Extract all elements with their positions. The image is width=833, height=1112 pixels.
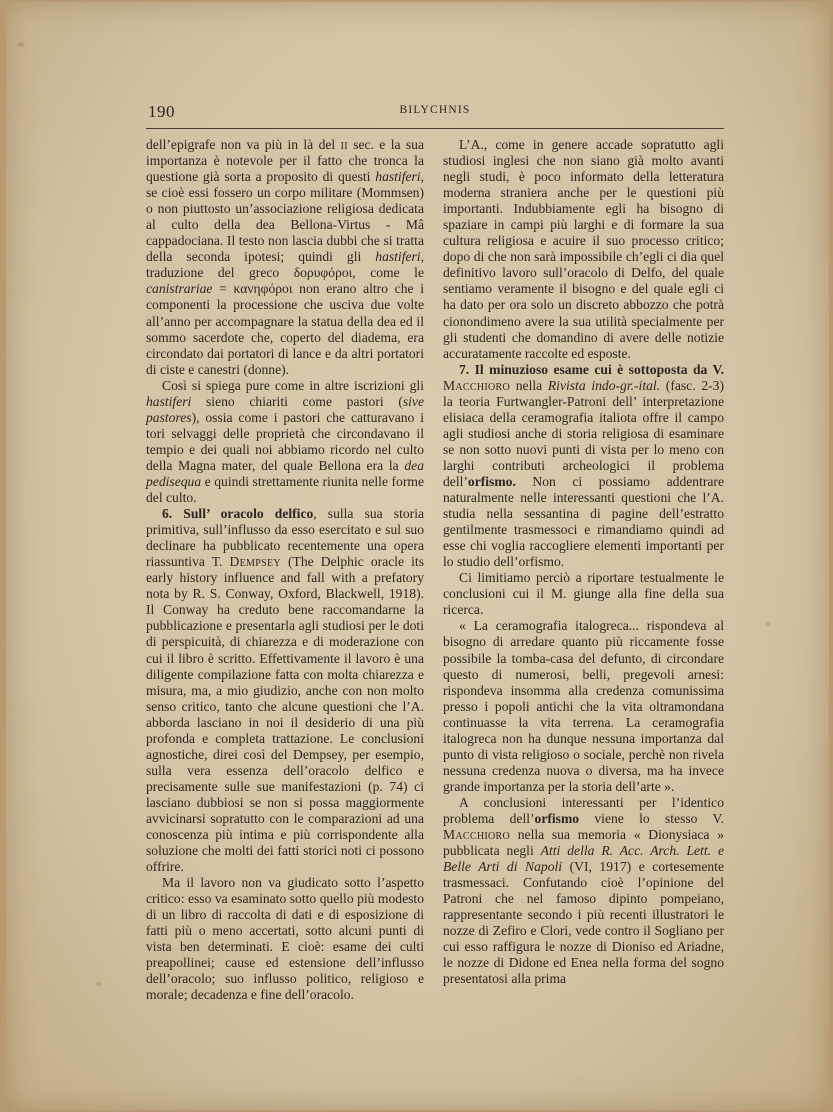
paragraph (146, 875, 424, 1003)
text-run: « La ceramografia italogreca... rispondeva al bisogno di arredare quanto più riccamente fosse possibile la tomba-casa del defunto, di circondare questo di numerosi, belli, pregevoli arnesi: rispondeva insomma alla credenza comunissima presso i popoli antichi che la vita oltramondana continuasse la vita terrena. La ceramografia italogreca non ha dunque nessuna importanza dal punto di vista religioso o sociale, perchè non rivela nessuna credenza nuova o diversa, ma ha invece grande importanza per la storia dell’arte ». (443, 618, 724, 794)
bold-term: oracolo delfico (220, 506, 314, 522)
italic-term: canistrariae (146, 281, 213, 297)
italic-term: hastiferi (375, 249, 421, 265)
paragraph-section-7 (443, 362, 724, 571)
text-run: sec. e la sua importanza è notevole per il fatto che tronca la questione già sorta a proposito di questi (146, 137, 424, 185)
right-column (443, 137, 724, 987)
paper-stain (766, 622, 770, 626)
italic-term: sive pastores (146, 393, 424, 425)
paragraph (443, 137, 724, 362)
text-run: viene lo stesso V. (579, 810, 724, 826)
text-run: = κανηφόροι non erano altro che i componenti la processione che usciva due volte all’anno per accompagnare la statua della dea ed il sommo sacerdote che, coperto del diadema, era circondato dai portatori di lance e da altri portatori di ciste e canestri (donne). (146, 281, 424, 377)
italic-title: Rivista indo-gr.-ital. (547, 377, 661, 393)
paragraph (443, 795, 724, 988)
text-run: (fasc. 2-3) la teoria Furtwangler-Patroni dell’ interpretazione elisiaca della ceramografia italiota offre il campo agli studiosi anche di storia religiosa di esaminare se non sotto nuovi punti di vista per lo meno con larghi contributi archeologici il problema dell’ (443, 377, 724, 489)
author-name: Macchioro (443, 377, 511, 393)
text-run: Così si spiega pure come in altre iscrizioni gli (162, 377, 424, 393)
text-run: ), ossia come i pastori che catturavano i tori selvaggi delle proprietà che circondavano il tempio e dei quali noi abbiamo ricordo nel culto della Magna mater, del quale Bellona era la (146, 409, 424, 473)
running-title: BILYCHNIS (399, 104, 471, 116)
text-run: sieno chiariti come pastori ( (191, 393, 403, 409)
text-run: dell’epigrafe non va più in là del (146, 137, 341, 152)
text-run: (VI, 1917) e cortesemente trasmessaci. Confutando cioè l’opinione del Patroni che nel famoso dipinto pompeiano, rappresentante secondo i più recenti illustratori le nozze di Zefiro e Clori, vede contro il Sogliano per cui esso raffigura le nozze di Dioniso ed Ariadne, le nozze di Didone ed Enea nella forma del sogno presentatosi alla prima (443, 859, 724, 987)
text-run: , sulla sua storia primitiva, sull’influsso da esso esercitato e sul suo declinare ha pubblicato recentemente una opera riassuntiva T. (146, 506, 425, 570)
paragraph (443, 570, 724, 618)
paragraph-section-6 (146, 506, 424, 875)
author-name: Macchioro (443, 827, 511, 843)
paragraph (146, 137, 424, 378)
italic-term: hastiferi (146, 393, 192, 409)
left-column (146, 137, 424, 1004)
italic-term: hastiferi (375, 169, 421, 185)
text-run: Non ci possiamo addentrare naturalmente nelle interessanti questioni che l’A. studia nella sessantina di pagine dell’estratto gentilmente trasmessoci e rimandiamo quindi ad esse chi voglia raccogliere elementi importanti per lo studio dell’orfismo. (443, 473, 724, 570)
roman-numeral: ii (340, 137, 348, 152)
text-run: Ma il lavoro non va giudicato sotto l’aspetto critico: esso va esaminato sotto quello più modesto di un libro di raccolta di dati e di esposizione di fatti più o meno accertati, sotto alcuni punti di vista ben determinati. E cioè: esame dei culti preapollinei; cause ed estensione dell’influsso dell’oracolo; suo influsso politico, religioso e morale; decadenza e fine dell’oracolo. (146, 875, 424, 1003)
text-run: L’A., come in genere accade sopratutto agli studiosi inglesi che non siano già molto avanti negli studi, è poco informato della letteratura moderna straniera anche per le questioni più importanti. Indubbiamente egli ha bisogno di spaziare in campi più larghi e di formare la sua cultura religiosa e acuire il suo processo critico; dopo di che non sarà impossibile ch’egli ci dia quel definitivo lavoro sull’oracolo di Delfo, del quale sentiamo veramente il bisogno e del quale egli ci ha dato per ora solo un discreto abbozzo che potrà cionondimeno avere la sua utilità specialmente per gli studenti che domandino di avere delle notizie accuratamente raccolte ed esposte. (443, 137, 724, 361)
page-number: 190 (148, 102, 175, 121)
paper-stain (18, 42, 24, 47)
section-number: 7. Il minuzioso esame cui è sottoposta da V. (459, 361, 724, 377)
text-run: Ci limitiamo perciò a riportare testualmente le conclusioni cui il M. giunge alla fine della sua ricerca. (443, 570, 724, 618)
paragraph (146, 378, 424, 506)
text-run: A conclusioni interessanti per l’identico problema dell’ (443, 794, 724, 826)
section-number: 6. Sull’ (162, 506, 221, 522)
text-run: e quindi strettamente riunita nelle forme del culto. (146, 473, 424, 506)
italic-title: Atti della R. Acc. Arch. Lett. e Belle Arti di Napoli (443, 843, 724, 875)
quote-paragraph (443, 618, 724, 795)
header-rule (146, 128, 724, 129)
bold-term: orfismo (534, 810, 580, 826)
bold-term: orfismo. (467, 473, 516, 489)
author-name: Dempsey (229, 554, 281, 570)
text-run: nella (510, 377, 548, 393)
text-run: , se cioè essi fossero un corpo militare (Mommsen) o non piuttosto un’associazione religiosa dedicata al culto della dea Bellona-Virtus - Mâ cappadociana. Il testo non lascia dubbi che si tratta della seconda ipotesi; quindi gli (146, 169, 424, 265)
text-run: , traduzione del greco δορυφόροι, come le (146, 249, 424, 281)
page-header (148, 102, 722, 122)
text-run: (The Delphic oracle its early history influence and fall with a prefatory nota by R. S. Conway, Oxford, Blackwell, 1918). Il Conway ha creduto bene raccomandarne la pubblicazione e presentarla agli studiosi per le doti di perspicuità, di chiarezza e di moderazione con cui il libro è scritto. Effettivamente il lavoro è una diligente compilazione fatta con molta chiarezza e misura, ma, a mio giudizio, anche con non molto senso critico, tanto che alcune questioni che l’A. abborda lasciano in noi il desiderio di una più profonda e completa trattazione. Le conclusioni agnostiche, direi così del Dempsey, per esempio, sulla vera essenza dell’oracolo delfico e precisamente sulle sue manifestazioni (p. 74) ci lasciano dubbiosi se non si possa maggiormente avvicinarsi sopratutto con le comparazioni ad una conoscenza più intima e più corrispondente alla soluzione che molti dei fatti storici noti ci possono offrire. (146, 554, 424, 875)
text-run: nella sua memoria « Dionysiaca » pubblicata negli (443, 827, 724, 859)
italic-term: dea pedisequa (146, 457, 424, 489)
paper-stain (96, 982, 101, 986)
